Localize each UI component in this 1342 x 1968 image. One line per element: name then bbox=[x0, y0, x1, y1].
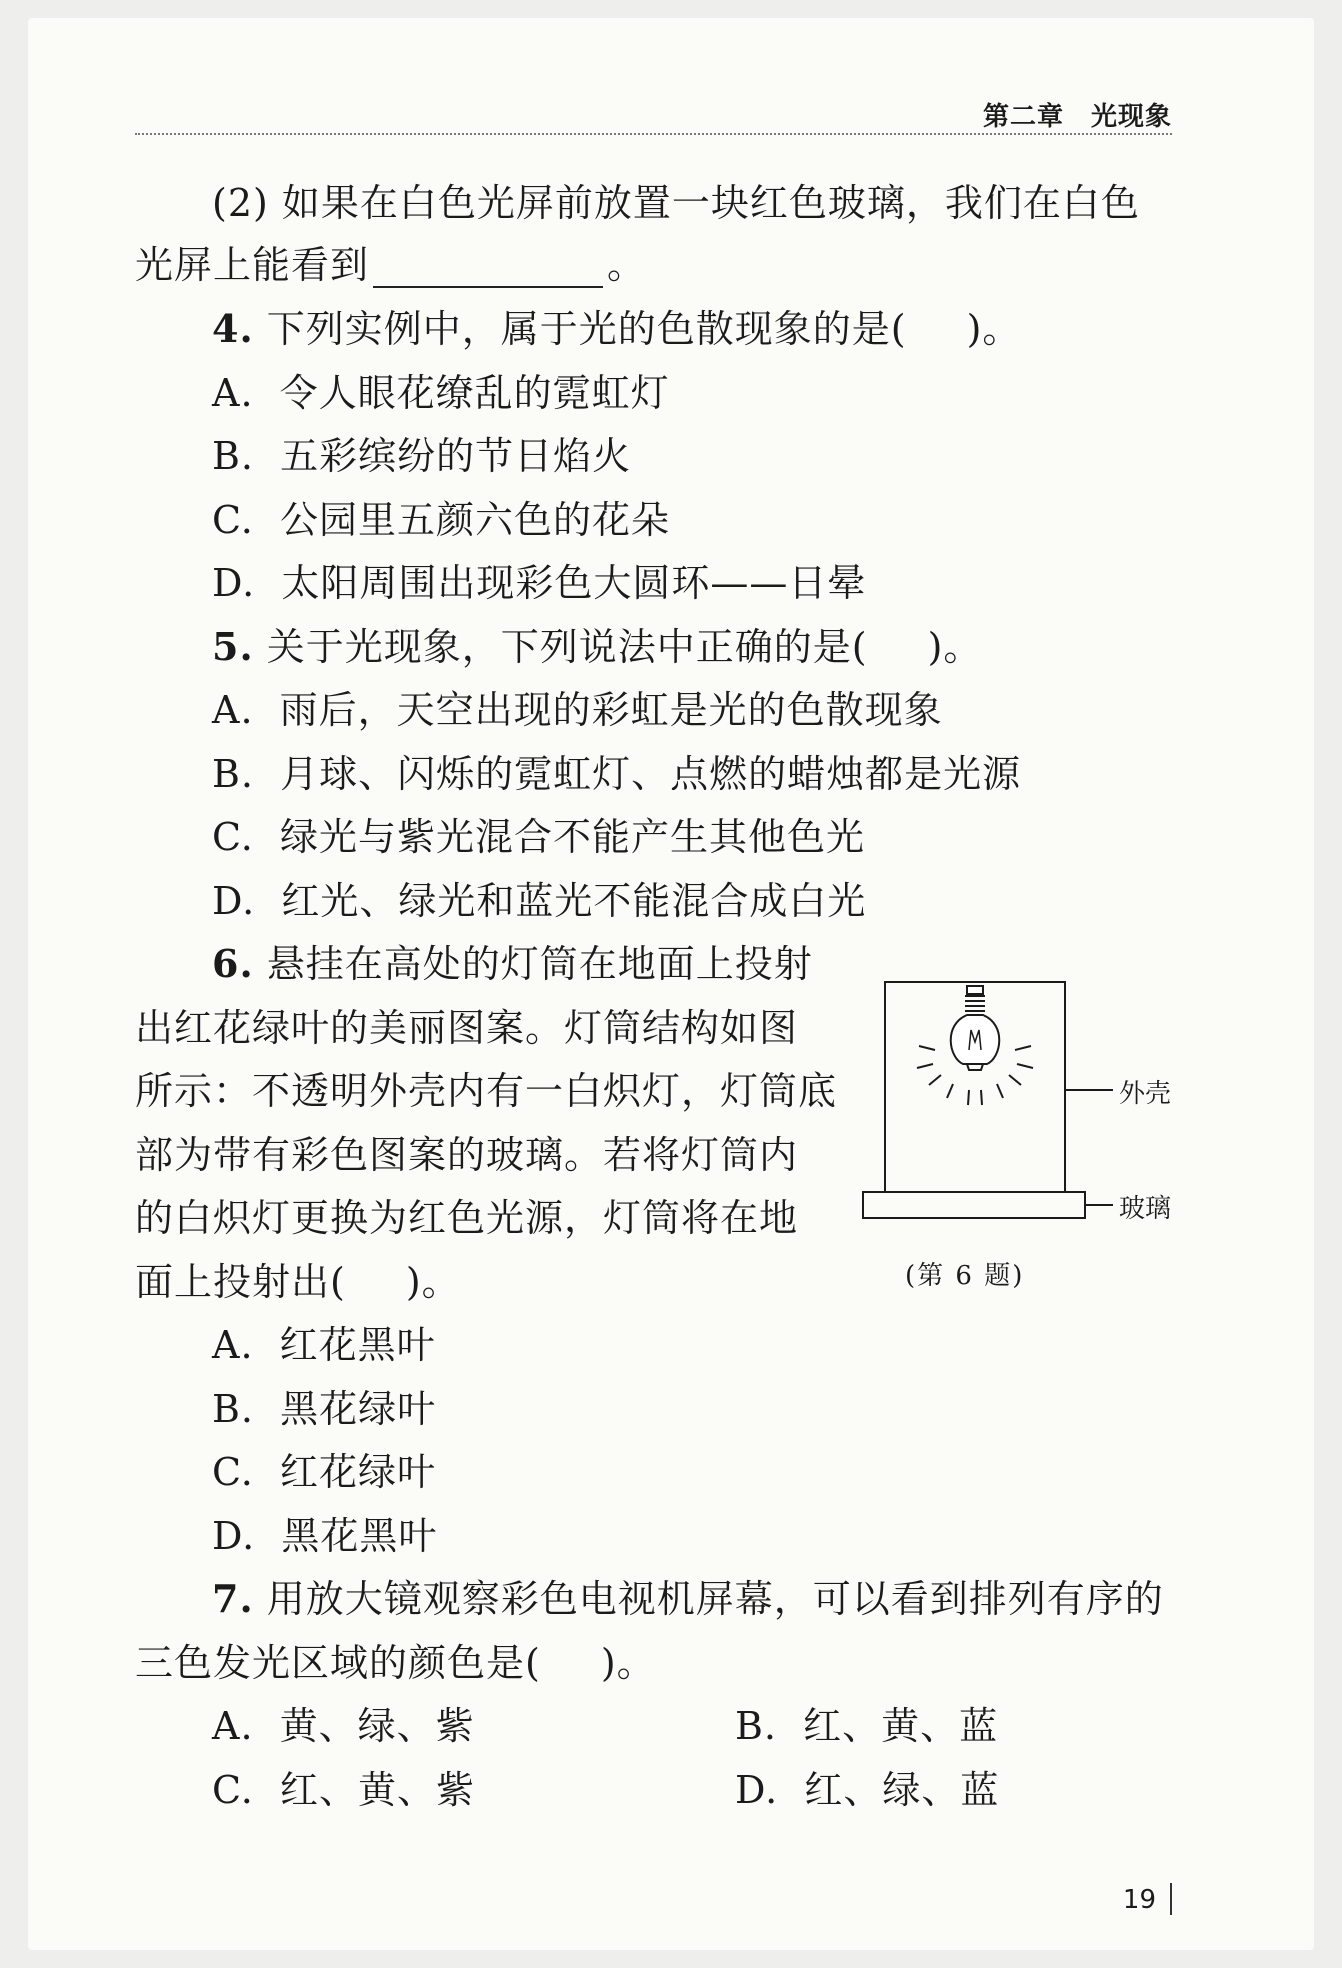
page-number-bar bbox=[1170, 1883, 1172, 1915]
q6-line3: 所示：不透明外壳内有一白炽灯，灯筒底 bbox=[135, 1069, 838, 1113]
q7-line2-end: )。 bbox=[600, 1641, 656, 1685]
q4-stem-end: )。 bbox=[966, 307, 1022, 351]
q4-stem bbox=[212, 306, 1021, 352]
q7-line2-text: 三色发光区域的颜色是( bbox=[135, 1641, 541, 1685]
q5-option-c: C. 绿光与紫光混合不能产生其他色光 bbox=[212, 815, 865, 859]
q6-line4: 部为带有彩色图案的玻璃。若将灯筒内 bbox=[135, 1133, 799, 1177]
answer-blank[interactable] bbox=[373, 252, 603, 288]
q6-line5: 的白炽灯更换为红色光源，灯筒将在地 bbox=[135, 1196, 799, 1240]
q6-option-d: D. 黑花黑叶 bbox=[212, 1514, 438, 1558]
header-divider bbox=[135, 133, 1172, 135]
q3-part2-line1: (2) 如果在白色光屏前放置一块红色玻璃，我们在白色 bbox=[212, 181, 1140, 225]
q5-option-d: D. 红光、绿光和蓝光不能混合成白光 bbox=[212, 879, 867, 923]
q7-option-b: B. 红、黄、蓝 bbox=[735, 1704, 999, 1748]
q6-line6-text: 面上投射出( bbox=[135, 1260, 346, 1304]
q4-number: 4. bbox=[212, 306, 254, 351]
q4-stem-text: 下列实例中，属于光的色散现象的是( bbox=[253, 307, 907, 351]
q7-number: 7. bbox=[212, 1576, 254, 1621]
page-number: 19 bbox=[1122, 1885, 1156, 1915]
chapter-header: 第二章 光现象 bbox=[982, 102, 1172, 132]
shell-label: 外壳 bbox=[1119, 1079, 1172, 1109]
q5-number: 5. bbox=[212, 624, 254, 669]
q6-line6-end: )。 bbox=[405, 1260, 461, 1304]
q6-line2: 出红花绿叶的美丽图案。灯筒结构如图 bbox=[135, 1006, 799, 1050]
q5-option-a: A. 雨后，天空出现的彩虹是光的色散现象 bbox=[212, 688, 943, 732]
q7-option-d: D. 红、绿、蓝 bbox=[735, 1768, 1000, 1812]
q6-line1 bbox=[212, 941, 813, 987]
q3-part2-line2 bbox=[135, 242, 646, 288]
q4-option-a: A. 令人眼花缭乱的霓虹灯 bbox=[212, 371, 670, 415]
q7-line1 bbox=[212, 1576, 1164, 1622]
q7-option-c: C. 红、黄、紫 bbox=[212, 1768, 475, 1812]
q5-stem-text: 关于光现象，下列说法中正确的是( bbox=[253, 625, 868, 669]
glass-label: 玻璃 bbox=[1119, 1194, 1172, 1224]
q6-option-c: C. 红花绿叶 bbox=[212, 1450, 436, 1494]
q6-option-a: A. 红花黑叶 bbox=[212, 1323, 436, 1367]
lamp-shell bbox=[885, 982, 1065, 1192]
q6-line6 bbox=[135, 1259, 461, 1305]
lamp-diagram bbox=[855, 960, 1185, 1300]
q4-option-b: B. 五彩缤纷的节日焰火 bbox=[212, 434, 632, 478]
q4-option-d: D. 太阳周围出现彩色大圆环——日晕 bbox=[212, 561, 867, 605]
q5-stem bbox=[212, 624, 982, 670]
q5-stem-end: )。 bbox=[927, 625, 983, 669]
q5-option-b: B. 月球、闪烁的霓虹灯、点燃的蜡烛都是光源 bbox=[212, 752, 1022, 796]
lamp-glass bbox=[863, 1192, 1085, 1218]
q4-option-c: C. 公园里五颜六色的花朵 bbox=[212, 498, 670, 542]
q7-line2 bbox=[135, 1640, 656, 1686]
q3-part2-suffix: 。 bbox=[607, 243, 647, 287]
light-bulb-icon bbox=[951, 986, 1000, 1070]
q6-line1-text: 悬挂在高处的灯筒在地面上投射 bbox=[253, 942, 813, 986]
figure-caption: (第 6 题) bbox=[905, 1261, 1025, 1291]
q7-option-a: A. 黄、绿、紫 bbox=[212, 1704, 475, 1748]
q3-part2-prefix: 光屏上能看到 bbox=[135, 243, 370, 287]
q6-number: 6. bbox=[212, 941, 254, 986]
q7-line1-text: 用放大镜观察彩色电视机屏幕，可以看到排列有序的 bbox=[253, 1577, 1164, 1621]
q6-option-b: B. 黑花绿叶 bbox=[212, 1387, 437, 1431]
